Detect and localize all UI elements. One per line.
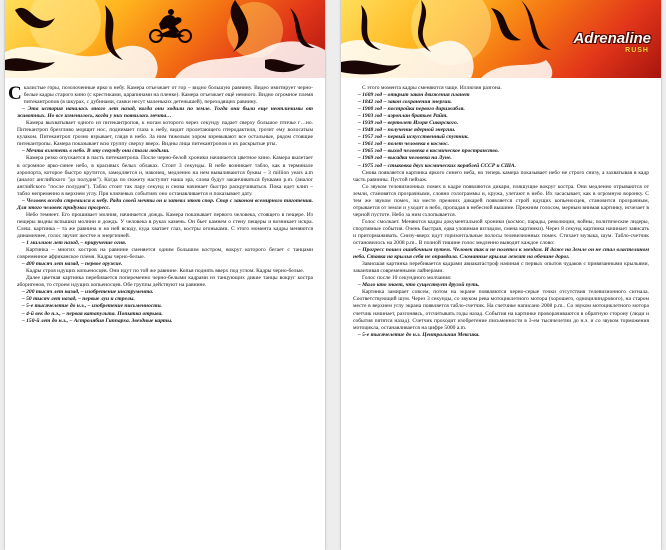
paragraph-text: – 1961 год – полет человека в космос. bbox=[358, 141, 450, 148]
paragraph bbox=[353, 170, 649, 184]
italic-paragraph bbox=[17, 303, 313, 310]
drop-cap: С bbox=[8, 83, 22, 104]
left-body-text bbox=[5, 78, 325, 325]
paragraph bbox=[17, 155, 313, 197]
paragraph-text: – 1965 год – выход человека в космическое пространство. bbox=[358, 148, 499, 155]
paragraph-text: – 200 тысяч лет назад, – изобретение инструмента. bbox=[22, 289, 154, 296]
paragraph bbox=[353, 289, 649, 331]
paragraph-text: Кадры строя идущих копьеносцев. Они идут по той же равнине. Копья поднять вверх под углом. Кадры черно-белые. bbox=[26, 268, 305, 275]
paragraph bbox=[17, 275, 313, 289]
paragraph-text: – 1900 год – постройка первого дирижабля. bbox=[358, 106, 465, 113]
italic-paragraph bbox=[353, 247, 649, 261]
adrenaline-rush-logo bbox=[571, 30, 651, 70]
paragraph-text: Картинка – многих костров на равнине сменяется одним большим костром, вокруг которого бегает с танцами современное африканское племя. Кадры черно-белые. bbox=[17, 247, 313, 261]
paragraph-text: – 400 тысяч лет назад, – первое оружие. bbox=[22, 261, 123, 268]
italic-paragraph bbox=[17, 311, 313, 318]
banner-art bbox=[5, 0, 325, 78]
paragraph-text: – Эта история началась много лет назад, когда они ходили по земле. Тогда они были еще неотличимы от животных. Но все изменилось, когда у них появилась мечта… bbox=[17, 106, 313, 120]
paragraph-text: – 4-й век до н.э., – первая катапульта. Попытка отрыва. bbox=[22, 310, 163, 317]
paragraph-text: – 1 миллион лет назад, – приручение огня. bbox=[22, 240, 127, 247]
paragraph-text: – 5-е тысячелетие до н.э. Центральная Мексика. bbox=[358, 331, 480, 338]
paragraph-text: Картинка замирает совсем, потом на экране появляются черно-серые точки отсутствия телевизионного сигнала. Соответствующий шум. Через 3 секунды, со звуком рева мотоциклетного мотора (хорошего, одноцилиндрового), на старом месте в верхнем углу экрана появляется табло-счетчик. На счетчике написано 2008 p.m.. Со звуком мотоциклетного мотора счетчик начинает, разгоняясь, отсчитывать годы назад. События на картинке проворачиваются в обратную сторону (люди и события пятятся назад). Счетчик проходит изобретение письменности в 3-ем тысячелетии до н.э. и со звуком торможения мотоцикла, останавливается на цифре 5000 a.m. bbox=[353, 289, 649, 331]
right-banner bbox=[341, 0, 661, 78]
paragraph bbox=[353, 261, 649, 275]
paragraph-text: Камера резко опускается в пасть питекантропа. После черно-белой хроники начинается цветное кино. Камера вылетает в огромное ярко-синее небо, в красивых белых облаках. Стоит 3 секунды. В небе возникает табло, как в терминале аэропорта, которое быстро крутится, замедляется и, наконец, медленно на нем вываливаются буквы – 3 million years a.m (аналог английского "до полудня"). Когда по сюжету наступит наша эра, слова будут заканчиваться буквами p.m. (аналог английского "после полудня"). Табло стоит так пару секунд и снова начинает быстро раскручиваться. Пока идет клип – табло непременно в верхнем углу. При ключевых событиях оно останавливается и показывает дату. bbox=[17, 155, 313, 197]
italic-paragraph bbox=[17, 318, 313, 325]
paragraph bbox=[17, 120, 313, 148]
paragraph-text: Небо темнеет. Его прошивает молния, начинается дождь. Камера показывает первого человека, стоящего в пещере. Из пещеры видны вспышки молнии и дождь. У человека в руках камень. Он бьет камнем о стену пещеры и возникает искра. Слеш. картинка – та же равнина и на ней всюду, куда хватает глаз, костры огоньками. С этого момента кадры меняются динамичнее, голос звучит жестче и энергичней. bbox=[17, 211, 313, 239]
paragraph-text: – 5-е тысячелетие до н.э., – изобретение письменности. bbox=[22, 303, 163, 310]
paragraph-text: Голос после 10 секундного молчания: bbox=[362, 275, 452, 282]
paragraph-text: – 50 тысяч лет назад, – первые луи и стрелы. bbox=[22, 296, 135, 303]
paragraph bbox=[17, 247, 313, 261]
paragraph-text: – 1975 год – стыковка двух космических кораблей СССР и США. bbox=[358, 162, 517, 169]
italic-paragraph bbox=[353, 332, 649, 339]
italic-paragraph bbox=[17, 198, 313, 212]
paragraph-text: – 1609 год – открыт закон движения планет bbox=[358, 92, 470, 99]
paragraph bbox=[353, 219, 649, 247]
paragraph-text: Со звуком телевизионных помех в кадре появляются дикари, пляшущие вокруг костра. Они медленно отрываются от земли, становятся прозрачными, словно голограммы и, кружа, улетают в небо. Их засасывает, как в огромную воронку. С тем же звуком помех, на месте прежних дикарей появляется строй идущих копьеносцев, становится прозрачным, отрывается от земли и уходит в небо, пропадая в небесной вышине. Прежним голосом, мерным внимая картинку, исчезает в черной пустоте. Небо за ним схлопывается. bbox=[353, 183, 649, 218]
italic-paragraph bbox=[353, 163, 649, 170]
italic-paragraph bbox=[17, 106, 313, 120]
paragraph-text: Зависшая картинка перебивается кадрами авиакатастроф начиная с первых опытов чудаков с привязанными крыльями, заканчивая современными лайнерами. bbox=[353, 261, 649, 275]
right-body-text bbox=[341, 78, 661, 339]
paragraph-text: – 1957 год – первый искусственный спутник. bbox=[358, 134, 469, 141]
paragraph-text: Далее цветная картинка перебивается попеременно черно-белыми кадрами из танцующих дикие танцы вокруг костра аборигенов, то строем идущих копьеносцев. Обе группы действуют на равнине. bbox=[17, 275, 313, 289]
paragraph-text: – 1903 год – аэроплан братьев Райт. bbox=[358, 113, 448, 120]
paragraph-text: – 1842 год – закон сохранения энергии. bbox=[358, 99, 452, 106]
paragraph-text: – 1939 год – вертолет Игоря Сикорского. bbox=[358, 120, 459, 127]
paragraph bbox=[8, 83, 313, 106]
paragraph-text: Камера выхватывает одного из питекантропов, к ногам которого через секунду падает сверху большое птичье г…но. Питекантроп брезгливо морщит нос, поднимает глаза к небу, видит пролетающего птеродактиля, грозит ему волосатым кулаком. Питекантроп грозно взрывает, глядя в небо. За ним тяжелым хором взревывают все остальные, рядом стоящие питекантропы. Камера показывает всю группу сверху вверх. Видны лица питекантропов и их раскрытые рты. bbox=[17, 120, 313, 148]
logo-sub-text: RUSH bbox=[625, 47, 649, 54]
paragraph-text: – 1969 год – высадка человека на Луне. bbox=[358, 155, 452, 162]
logo-main-text: Adrenaline bbox=[573, 30, 651, 47]
paragraph-text: Снова появляется картинка яркого синего неба, но теперь камера показывает небо не строго снизу, а захватывая в кадр часть равнины. Пустой пейзаж. bbox=[353, 169, 649, 183]
left-banner bbox=[5, 0, 325, 78]
paragraph-text: – Человек всегда стремился к небу. Ради своей мечты он и затеял этот спор. Спор с законом всемирного тяготения. Для этого человек придумал прогресс. bbox=[17, 197, 313, 211]
italic-paragraph bbox=[353, 282, 649, 289]
paragraph-text: – Прогресс пошел ошибочным путем. Человек так и не полетел к звездам. И даже на Земле он не стал властелином неба. Ставка на крылья себя не оправдала. Сломанные крылья лежат на обочине дорог. bbox=[353, 247, 649, 261]
motocross-rider-icon bbox=[150, 9, 191, 42]
paragraph-text: Голос смолкает. Меняются кадры документальной хроники (космос, парады, революции, войны, политические лидеры, спортивные события. Очень быстрая, едва уловимая взглядом, смена картинки). Через 8 секунд картинка начинает зависать и притормаживать. Снизу-вверх идут горизонтальные полосы телевизионных помех. Стихает музыка, шум. Табло-счетчик остановилось на 2008 p.m.. В полной тишине голос медленно выводит каждое слово: bbox=[353, 218, 649, 247]
left-page bbox=[5, 0, 325, 550]
paragraph bbox=[353, 184, 649, 219]
paragraph bbox=[17, 212, 313, 240]
paragraph-text: – Мало кто знает, что существует другой путь. bbox=[358, 282, 480, 289]
paragraph-text: С этого момента кадры сменяются чаще. Иллюзия разгона. bbox=[362, 85, 502, 91]
paragraph-text: – 1948 год – получение ядерной энергии. bbox=[358, 127, 456, 134]
italic-paragraph bbox=[353, 155, 649, 162]
paragraph bbox=[353, 85, 649, 92]
right-page bbox=[341, 0, 661, 550]
paragraph-text: – 150-й лет до н.э., – Астролябия Гиппарха. Звездные карты. bbox=[22, 317, 173, 324]
paragraph-text: – Мечта взлететь в небо. В эту секунду они стали людьми. bbox=[22, 148, 170, 155]
paragraph-text: калистые горы, позолоченные ярко в небу. Камера отъезжает от гор – видно большую равнину. Видео имитирует черно-белые кадры старого кино (с крестиками, царапинами на пленке). Камера отъезжает ещё немного. Видно огромное племя питекантропов (в шкурах, с дубинами, самки несут маленьких детенышей), переходящих равнину. bbox=[23, 85, 313, 106]
